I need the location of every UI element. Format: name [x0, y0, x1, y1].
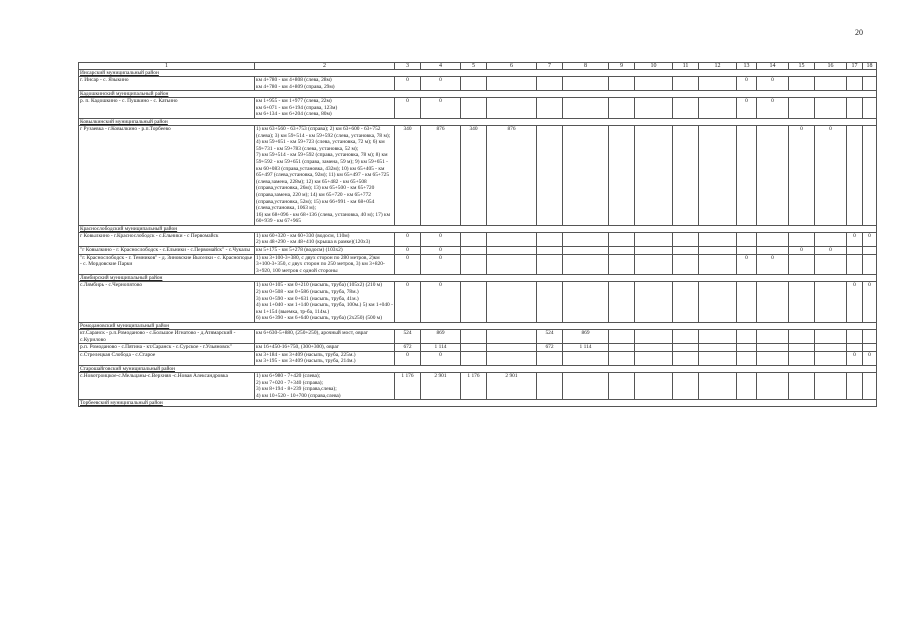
value-cell — [737, 372, 757, 399]
value-cell — [815, 344, 847, 352]
value-cell: 0 — [421, 98, 461, 119]
value-cell — [563, 372, 609, 399]
value-cell — [699, 372, 737, 399]
value-cell — [699, 254, 737, 275]
value-cell: 0 — [789, 125, 815, 225]
value-cell — [461, 282, 487, 323]
road-name-cell: р. п. Кадошкино - с. Пушкино - с. Катьино — [79, 98, 255, 119]
value-cell: 2 901 — [487, 372, 537, 399]
value-cell — [737, 125, 757, 225]
road-name-cell: р.п. Ромоданово - с.Пятина - кт.Саранск - с.Сурское - г.Ульяновск" — [79, 344, 255, 352]
value-cell — [537, 125, 563, 225]
value-cell — [815, 372, 847, 399]
value-cell — [699, 282, 737, 323]
value-cell: 1 114 — [563, 344, 609, 352]
value-cell: 0 — [395, 247, 421, 255]
value-cell — [863, 247, 877, 255]
value-cell — [563, 125, 609, 225]
value-cell — [789, 344, 815, 352]
value-cell — [863, 330, 877, 344]
value-cell — [537, 98, 563, 119]
value-cell: 524 — [537, 330, 563, 344]
value-cell — [537, 254, 563, 275]
table-row — [79, 351, 877, 365]
value-cell — [563, 77, 609, 91]
value-cell — [847, 330, 863, 344]
value-cell — [815, 330, 847, 344]
value-cell: 0 — [395, 351, 421, 365]
value-cell — [789, 232, 815, 246]
value-cell — [815, 282, 847, 323]
district-row — [79, 323, 877, 330]
table-row — [79, 125, 877, 225]
value-cell — [757, 247, 789, 255]
road-section-cell: км 3+184 - км 3+409 (насыпь, труба, 225м.) км 3+195 - км 3+409 (насыпь, труба, 214м.) — [255, 351, 395, 365]
value-cell — [673, 330, 699, 344]
value-cell: 0 — [737, 77, 757, 91]
district-row — [79, 365, 877, 372]
district-name: Ковылкинский муниципальный район — [79, 118, 877, 125]
value-cell — [815, 254, 847, 275]
value-cell: 0 — [395, 77, 421, 91]
column-number: 16 — [815, 63, 847, 70]
road-section-cell: км 5+175 - км 5+278 (водосм) (103х2) — [255, 247, 395, 255]
value-cell: 0 — [847, 282, 863, 323]
value-cell — [757, 232, 789, 246]
value-cell — [563, 232, 609, 246]
value-cell — [863, 254, 877, 275]
value-cell — [673, 282, 699, 323]
page-number: 20 — [855, 28, 863, 37]
road-name-cell: г Рузаевка - г.Ковылкино - р.п.Торбеево — [79, 125, 255, 225]
district-name: Ромодановский муниципальный район — [79, 323, 877, 330]
road-section-cell: 1) км 6+980 - 7+420 (слева); 2) км 7+020 - 7+340 (справа); 3) км 8+194 - 8+239 (справа,слева); 4) км 10+520 - 10+700 (справа,слева) — [255, 372, 395, 399]
value-cell — [461, 98, 487, 119]
table-row — [79, 247, 877, 255]
road-name-cell: с.Новотроицкое-с.Мельцаны-с.Верхняя -с.Новая Александровка — [79, 372, 255, 399]
value-cell — [673, 77, 699, 91]
table-row — [79, 344, 877, 352]
value-cell: 0 — [421, 77, 461, 91]
value-cell — [863, 77, 877, 91]
value-cell — [737, 344, 757, 352]
value-cell — [757, 372, 789, 399]
column-number: 10 — [635, 63, 673, 70]
value-cell — [863, 125, 877, 225]
value-cell — [461, 330, 487, 344]
value-cell — [635, 77, 673, 91]
district-row — [79, 70, 877, 77]
value-cell — [609, 351, 635, 365]
value-cell — [487, 330, 537, 344]
road-name-cell: кт.Саранск - р.п.Ромоданово - с.Большое Игнатово - д.Атямарский - с.Курилово — [79, 330, 255, 344]
value-cell — [609, 232, 635, 246]
value-cell — [487, 98, 537, 119]
road-section-cell: 1) км 3+100-3+380, с двух сторон по 280 метров, 2)км 3+100-3+350, с двух сторон по 250 метров, 3) км 3+820-3+920, 100 метров с одной стороны — [255, 254, 395, 275]
value-cell — [789, 372, 815, 399]
value-cell — [563, 98, 609, 119]
district-row — [79, 91, 877, 98]
road-section-cell: 1) км 60+320 - км 60+330 (водосм, 110м) 2) км 48+290 - км 48+410 (крыша в рамке)(120х3) — [255, 232, 395, 246]
value-cell — [461, 247, 487, 255]
value-cell: 340 — [395, 125, 421, 225]
table-row — [79, 372, 877, 399]
value-cell: 0 — [757, 98, 789, 119]
district-name: Лямбирский муниципальный район — [79, 275, 877, 282]
value-cell — [635, 98, 673, 119]
value-cell — [737, 247, 757, 255]
district-row — [79, 225, 877, 232]
value-cell — [699, 98, 737, 119]
value-cell — [863, 98, 877, 119]
value-cell — [757, 282, 789, 323]
district-name: Старошайговский муниципальный район — [79, 365, 877, 372]
table-row — [79, 282, 877, 323]
road-section-cell: 1) км 0+105 - км 0+210 (насыпь, труба) (105х2) (210 м) 2) км 0+508 - км 0+586 (насыпь, труба, 78м.) 3) км 0+590 - км 0+631 (насыпь, труба, 41м.) 4) км 1+040 - км 1+140 (насыпь, труба, 100м.) 5) км 1+040 - км 1+154 (выемка, тр-ба, 114м.) 6) км 6+390 - км 6+640 (насыпь, труба) (2х250) (500 м) — [256, 282, 393, 322]
value-cell — [563, 282, 609, 323]
table-row — [79, 254, 877, 275]
value-cell — [847, 98, 863, 119]
table-row — [79, 98, 877, 119]
value-cell — [487, 247, 537, 255]
value-cell: 0 — [789, 247, 815, 255]
value-cell — [789, 254, 815, 275]
value-cell: 0 — [737, 98, 757, 119]
district-row — [79, 400, 877, 407]
value-cell — [609, 344, 635, 352]
value-cell: 0 — [421, 254, 461, 275]
district-name: Кадошкинский муниципальный район — [79, 91, 877, 98]
column-number: 18 — [863, 63, 877, 70]
value-cell — [699, 77, 737, 91]
district-row — [79, 118, 877, 125]
value-cell: 0 — [863, 232, 877, 246]
value-cell — [699, 344, 737, 352]
value-cell — [461, 232, 487, 246]
value-cell — [699, 125, 737, 225]
district-name: Инсарский муниципальный район — [79, 70, 877, 77]
value-cell: 876 — [487, 125, 537, 225]
value-cell — [461, 344, 487, 352]
value-cell — [789, 98, 815, 119]
value-cell — [673, 125, 699, 225]
value-cell — [815, 351, 847, 365]
value-cell: 672 — [537, 344, 563, 352]
road-section-cell: 1) км 63+560 - 63+753 (справа); 2) км 63+600 - 63+752 (слева); 3) км 59+514 - км 59+592 (слева, установка, 78 м); 4) км 59+651 - км 59+723 (слева, установка, 72 м); 6) км 59+731 - км 59+783 (слева, установка, 52 м); 7) км 59+514 - км 59+592 (справа, установка, 78 м); 8) км 59+592 - км 59+651 (справа, замена, 59 м); 9) км 59+651 - км 60+083 (справа,установка, 432м); 10) км 65+405 - км 65+497 (слева,установка, 92м); 11) км 65+497 - км 65+725 (слева,замена, 228м); 12) км 65+482 - км 65+508 (справа,установка, 26м); 13) км 65+500 - км 65+720 (справа,замена, 220 м); 14) км 65+720 - км 65+772 (справа,установка, 52м); 15) км 66+991 - км 68+054 (слева,установка, 1063 м); 16) км 68+096 - км 68+136 (слева, установка, 40 м); 17) км 60+939 - км 67+965 — [255, 125, 395, 225]
value-cell — [487, 254, 537, 275]
value-cell — [847, 372, 863, 399]
value-cell — [563, 247, 609, 255]
road-safety-table — [78, 62, 877, 407]
column-number: 7 — [537, 63, 563, 70]
value-cell: 0 — [421, 232, 461, 246]
value-cell: 869 — [563, 330, 609, 344]
value-cell — [847, 344, 863, 352]
value-cell — [635, 254, 673, 275]
value-cell — [537, 247, 563, 255]
value-cell — [737, 330, 757, 344]
road-name-cell: с.Стрелецкая Слобода - с.Старое — [79, 351, 255, 365]
road-section-cell: км 4+780 - км 4+808 (слева, 28м) км 4+780 - км 4+809 (справа, 29м) — [255, 77, 395, 91]
value-cell — [699, 232, 737, 246]
value-cell — [699, 351, 737, 365]
column-number: 13 — [737, 63, 757, 70]
value-cell — [863, 344, 877, 352]
value-cell: 0 — [757, 254, 789, 275]
value-cell: 0 — [815, 125, 847, 225]
district-name: Торбеевский муниципальный район — [79, 400, 877, 407]
column-number: 4 — [421, 63, 461, 70]
value-cell — [537, 77, 563, 91]
value-cell — [673, 232, 699, 246]
value-cell: 869 — [421, 330, 461, 344]
value-cell: 0 — [421, 247, 461, 255]
value-cell — [537, 232, 563, 246]
value-cell — [757, 125, 789, 225]
value-cell — [487, 344, 537, 352]
value-cell — [757, 330, 789, 344]
value-cell — [487, 232, 537, 246]
value-cell — [789, 282, 815, 323]
value-cell — [699, 247, 737, 255]
value-cell — [609, 77, 635, 91]
value-cell — [563, 254, 609, 275]
value-cell — [635, 372, 673, 399]
value-cell — [847, 125, 863, 225]
value-cell: 524 — [395, 330, 421, 344]
column-number: 14 — [757, 63, 789, 70]
value-cell — [537, 282, 563, 323]
column-number: 15 — [789, 63, 815, 70]
road-section-cell: км 6+630-5+880, (250+250), арочный мост, овраг — [255, 330, 395, 344]
value-cell — [757, 344, 789, 352]
value-cell — [609, 125, 635, 225]
district-name: Краснослободский муниципальный район — [79, 225, 877, 232]
value-cell: 0 — [863, 282, 877, 323]
value-cell — [635, 351, 673, 365]
value-cell — [609, 247, 635, 255]
table-row — [79, 330, 877, 344]
value-cell — [635, 125, 673, 225]
value-cell — [487, 77, 537, 91]
value-cell: 1 176 — [461, 372, 487, 399]
value-cell — [609, 330, 635, 344]
column-number: 5 — [461, 63, 487, 70]
value-cell — [815, 77, 847, 91]
value-cell — [487, 282, 537, 323]
value-cell: 0 — [395, 98, 421, 119]
value-cell — [815, 232, 847, 246]
value-cell — [673, 344, 699, 352]
value-cell — [461, 351, 487, 365]
column-number: 1 — [79, 63, 255, 70]
value-cell — [699, 330, 737, 344]
value-cell: 0 — [421, 282, 461, 323]
value-cell — [737, 351, 757, 365]
value-cell: 672 — [395, 344, 421, 352]
value-cell — [673, 372, 699, 399]
value-cell — [737, 282, 757, 323]
value-cell — [673, 247, 699, 255]
column-number: 8 — [563, 63, 609, 70]
value-cell: 0 — [847, 232, 863, 246]
value-cell — [635, 330, 673, 344]
value-cell — [461, 77, 487, 91]
value-cell — [635, 344, 673, 352]
value-cell: 0 — [395, 282, 421, 323]
road-name-cell: г Ковылкино - г.Краснослободск - с.Ельники - с Первомайск — [79, 232, 255, 246]
value-cell: 0 — [757, 77, 789, 91]
value-cell — [673, 254, 699, 275]
value-cell — [537, 372, 563, 399]
road-section-cell: км 1+955 - км 1+977 (слева, 22м) км 6+071 - км 6+194 (справа, 123м) км 6+134 - км 6+204 (слева, 80м) — [255, 98, 395, 119]
value-cell — [635, 282, 673, 323]
value-cell: 0 — [737, 254, 757, 275]
value-cell — [847, 247, 863, 255]
column-number: 2 — [255, 63, 395, 70]
road-name-cell: "г Ковылкино - г. Краснослободск - с.Ельники - с.Первомайск" - с.Чукалы — [79, 247, 255, 255]
value-cell — [635, 232, 673, 246]
value-cell: 2 901 — [421, 372, 461, 399]
value-cell: 0 — [863, 351, 877, 365]
value-cell — [487, 351, 537, 365]
value-cell: 0 — [847, 351, 863, 365]
value-cell — [737, 232, 757, 246]
column-number: 17 — [847, 63, 863, 70]
value-cell: 0 — [815, 247, 847, 255]
value-cell — [461, 254, 487, 275]
table-row — [79, 77, 877, 91]
road-name-cell: г. Инсар - с. Языкино — [79, 77, 255, 91]
district-row — [79, 275, 877, 282]
value-cell: 1 176 — [395, 372, 421, 399]
value-cell — [847, 77, 863, 91]
table-row — [79, 232, 877, 246]
value-cell: 1 114 — [421, 344, 461, 352]
value-cell — [847, 254, 863, 275]
value-cell: 340 — [461, 125, 487, 225]
value-cell — [609, 282, 635, 323]
value-cell — [609, 98, 635, 119]
road-name-cell: с.Лямбирь - с.Чернопятово — [79, 282, 255, 323]
value-cell — [609, 254, 635, 275]
column-number: 6 — [487, 63, 537, 70]
value-cell — [537, 351, 563, 365]
column-number: 12 — [699, 63, 737, 70]
value-cell — [563, 351, 609, 365]
value-cell — [789, 330, 815, 344]
column-number: 9 — [609, 63, 635, 70]
value-cell — [757, 351, 789, 365]
value-cell — [789, 351, 815, 365]
value-cell: 876 — [421, 125, 461, 225]
value-cell — [673, 98, 699, 119]
value-cell — [863, 372, 877, 399]
road-name-cell: "г. Краснослободск - г. Темников" - д. Зиновские Выселки - с. Красноподье - с. Мордовские Парки — [79, 254, 255, 275]
value-cell — [815, 98, 847, 119]
value-cell: 0 — [421, 351, 461, 365]
value-cell: 0 — [395, 232, 421, 246]
value-cell — [635, 247, 673, 255]
value-cell — [673, 351, 699, 365]
column-number: 3 — [395, 63, 421, 70]
value-cell — [609, 372, 635, 399]
value-cell: 0 — [395, 254, 421, 275]
column-number: 11 — [673, 63, 699, 70]
column-number-row — [79, 63, 877, 70]
road-section-cell: км 16+450-16+750, (300+300), овраг — [255, 344, 395, 352]
value-cell — [789, 77, 815, 91]
